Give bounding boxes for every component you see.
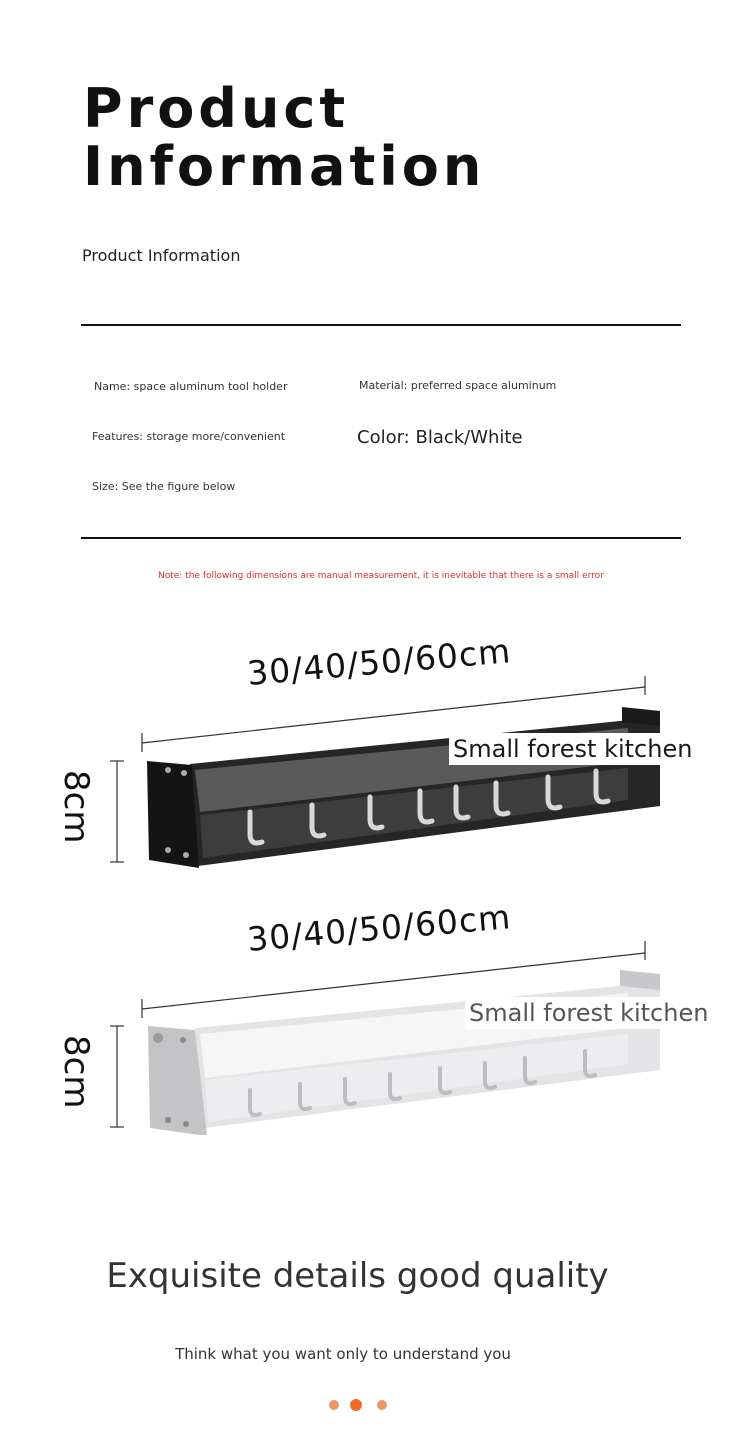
white-rack xyxy=(148,970,660,1135)
white-rack-figure xyxy=(0,935,750,1135)
height-label-white: 8cm xyxy=(56,1035,96,1109)
height-dimension-line xyxy=(110,761,124,862)
carousel-dot-3[interactable] xyxy=(377,1400,387,1410)
spec-material: Material: preferred space aluminum xyxy=(359,379,557,392)
page-title xyxy=(83,77,486,198)
spec-color: Color: Black/White xyxy=(357,427,523,448)
title-line-2: Information xyxy=(83,135,486,198)
spec-size: Size: See the figure below xyxy=(92,480,236,493)
bottom-divider xyxy=(81,537,681,539)
height-label-black: 8cm xyxy=(56,770,96,844)
page-subtitle: Product Information xyxy=(82,246,241,265)
length-label-white: 30/40/50/60cm xyxy=(245,897,513,959)
measurement-note: Note: the following dimensions are manual measurement, it is inevitable that there is a small error xyxy=(158,571,604,581)
carousel-dot-2-active[interactable] xyxy=(350,1399,362,1411)
carousel-dot-1[interactable] xyxy=(329,1400,339,1410)
brand-label-white: Small forest kitchen xyxy=(465,997,712,1029)
section-heading: Exquisite details good quality xyxy=(106,1256,609,1296)
brand-label-black: Small forest kitchen xyxy=(449,733,696,765)
height-dimension-line xyxy=(110,1026,124,1127)
spec-features: Features: storage more/convenient xyxy=(92,430,286,443)
top-divider xyxy=(81,324,681,326)
black-rack xyxy=(147,707,660,868)
section-tagline: Think what you want only to understand you xyxy=(175,1345,511,1363)
length-label-black: 30/40/50/60cm xyxy=(245,631,513,693)
title-line-1: Product xyxy=(83,77,350,140)
black-rack-figure xyxy=(0,670,750,880)
spec-name: Name: space aluminum tool holder xyxy=(94,380,288,393)
